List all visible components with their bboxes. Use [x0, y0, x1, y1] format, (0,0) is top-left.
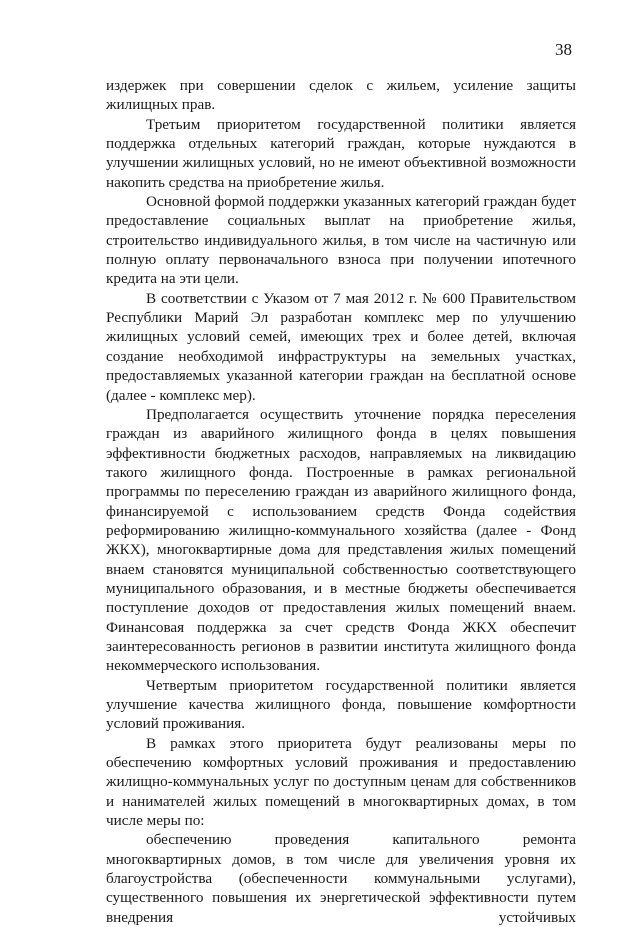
paragraph: В соответствии с Указом от 7 мая 2012 г. № 600 Правительством Республики Марий Эл разработан комплекс мер по улучшению жилищных условий семей, имеющих трех и более детей, включая создание необходимой инфраструктуры на земельных участках, предоставляемых указанной категории граждан на бесплатной основе (далее - комплекс мер). — [106, 289, 576, 404]
page-number: 38 — [555, 40, 572, 59]
paragraph: Предполагается осуществить уточнение порядка переселения граждан из аварийного жилищного фонда в целях повышения эффективности бюджетных расходов, направляемых на ликвидацию такого жилищного фонда. Построенные в рамках региональной программы по переселению граждан из аварийного жилищного фонда, финансируемой с использованием средств Фонда содействия реформированию жилищно-коммунального хозяйства (далее - Фонд ЖКХ), многоквартирные дома для представления жилых помещений внаем становятся муниципальной собственностью соответствующего муниципального образования, и в местные бюджеты обеспечивается поступление доходов от предоставления жилых помещений внаем. Финансовая поддержка за счет средств Фонда ЖКХ обеспечит заинтересованность регионов в развитии института жилищного фонда некоммерческого использования. — [106, 405, 576, 675]
document-body — [106, 76, 576, 927]
paragraph: издержек при совершении сделок с жильем, усиление защиты жилищных прав. — [106, 77, 576, 114]
paragraph: Четвертым приоритетом государственной политики является улучшение качества жилищного фонда, повышение комфортности условий проживания. — [106, 676, 576, 733]
paragraph: Третьим приоритетом государственной политики является поддержка отдельных категорий граждан, которые нуждаются в улучшении жилищных условий, но не имеют объективной возможности накопить средства на приобретение жилья. — [106, 115, 576, 191]
paragraph: Основной формой поддержки указанных категорий граждан будет предоставление социальных выплат на приобретение жилья, строительство индивидуального жилья, в том числе на частичную или полную оплату первоначального взноса при получении ипотечного кредита на эти цели. — [106, 193, 576, 288]
paragraph: В рамках этого приоритета будут реализованы меры по обеспечению комфортных условий проживания и предоставлению жилищно-коммунальных услуг по доступным ценам для собственников и нанимателей жилых помещений в многоквартирных домах, в том числе меры по: — [106, 734, 576, 830]
paragraph: обеспечению проведения капитального ремонта многоквартирных домов, в том числе для увеличения уровня их благоустройства (обеспеченности коммунальными услугами), существенного повышения их энергетической эффективности путем внедрения устойчивых — [106, 831, 576, 926]
